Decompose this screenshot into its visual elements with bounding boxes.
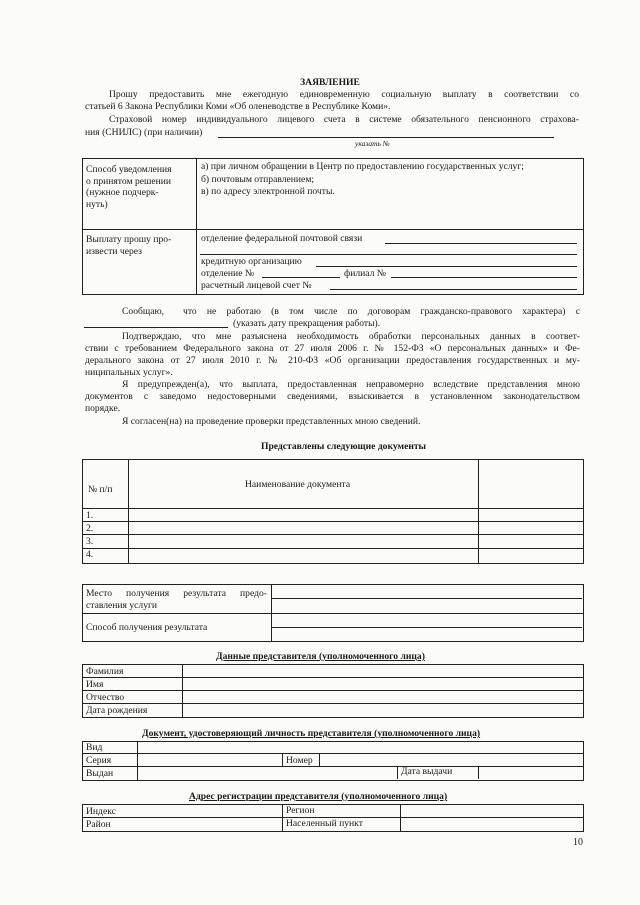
payout-account-field[interactable] — [330, 289, 577, 290]
payout-credit-field[interactable] — [316, 266, 577, 267]
docs-row-1: 1. — [86, 510, 94, 521]
warning-line-1: Я предупрежден(а), что выплата, предоставленная неправомерно вследствие представления мною — [122, 379, 580, 390]
docs-heading: Представлены следующие документы — [261, 441, 427, 452]
result-place-label-1: Место получения результата предо- — [86, 588, 267, 599]
iddoc-series-label: Серия — [86, 755, 112, 766]
consent-line-1: Подтверждаю, что мне разъяснена необходимость обработки персональных данных в соответ- — [122, 331, 580, 342]
address-index-label: Индекс — [86, 806, 116, 817]
rep-lastname-label: Фамилия — [86, 666, 124, 677]
docs-col-num: № п/п — [88, 484, 113, 495]
docs-col-name: Наименование документа — [245, 479, 351, 490]
payout-post-field[interactable] — [385, 243, 577, 244]
rep-firstname-label: Имя — [86, 679, 104, 690]
consent-line-3: дерального закона от 27 июля 2010 г. № 210-ФЗ «Об организации предоставления государственных и му- — [85, 355, 580, 366]
result-method-label: Способ получения результата — [86, 622, 208, 633]
notify-option-personal[interactable]: а) при личном обращении в Центр по предоставлению государственных услуг; — [201, 161, 524, 172]
docs-row-4: 4. — [86, 549, 94, 560]
iddoc-kind-label: Вид — [86, 742, 103, 753]
iddoc-number-label: Номер — [286, 755, 313, 766]
declare-not-working-a: Сообщаю, — [122, 306, 165, 317]
notify-option-post[interactable]: б) почтовым отправлением; — [201, 174, 315, 185]
iddoc-issue-date-label: Дата выдачи — [401, 766, 453, 777]
docs-row-2: 2. — [86, 523, 94, 534]
docs-row-3: 3. — [86, 536, 94, 547]
document-title: ЗАЯВЛЕНИЕ — [300, 77, 360, 88]
address-locality-label: Населенный пункт — [286, 818, 363, 829]
iddoc-issued-label: Выдан — [86, 768, 114, 779]
intro-line-2: статьей 6 Закона Республики Коми «Об оленеводстве в Республике Коми». — [85, 101, 391, 112]
rep-heading: Данные представителя (уполномоченного лица) — [216, 651, 425, 662]
payout-filial-label: филиал № — [344, 268, 386, 279]
rep-birthdate-label: Дата рождения — [86, 705, 148, 716]
work-end-date-field[interactable] — [84, 327, 228, 328]
address-region-label: Регион — [286, 805, 315, 816]
snils-field-line[interactable] — [218, 137, 554, 138]
payout-account-label: расчетный лицевой счет № — [201, 280, 312, 291]
work-end-date-hint: (указать дату прекращения работы). — [233, 318, 381, 329]
snils-label: ния (СНИЛС) (при наличии) — [85, 127, 203, 138]
declare-not-working-b: что не работаю (в том числе по договорам гражданско-правового характера) с — [183, 306, 580, 317]
address-district-label: Район — [86, 819, 111, 830]
iddoc-table — [82, 741, 584, 781]
intro-line-1: Прошу предоставить мне ежегодную единовременную социальную выплату в соответствии со — [109, 89, 579, 100]
result-place-label-2: ставления услуги — [86, 600, 158, 611]
payout-branch-label: отделение № — [201, 268, 254, 279]
agree-statement: Я согласен(на) на проведение проверки представленных мною сведений. — [122, 416, 421, 427]
iddoc-heading: Документ, удостоверяющий личность представителя (уполномоченного лица) — [142, 728, 481, 739]
warning-line-3: порядке. — [85, 403, 121, 414]
rep-table — [82, 664, 584, 718]
warning-line-2: документов с заведомо недостоверными сведениями, взыскивается в установленном законодательством — [85, 391, 580, 402]
payout-filial-field[interactable] — [391, 277, 577, 278]
payout-credit-label: кредитную организацию — [201, 256, 302, 267]
address-heading: Адрес регистрации представителя (уполномоченного лица) — [189, 791, 448, 802]
consent-line-4: ниципальных услуг». — [85, 367, 173, 378]
payout-post-label: отделение федеральной почтовой связи — [201, 233, 363, 244]
consent-line-2: ствии с требованием Федерального закона от 27 июля 2006 г. № 152-ФЗ «О персональных данных» и Фе- — [85, 343, 580, 354]
intro-line-3: Страховой номер индивидуального лицевого счета в системе обязательного пенсионного страхова- — [109, 114, 579, 125]
payout-branch-field[interactable] — [262, 277, 340, 278]
snils-hint: указать № — [355, 139, 390, 148]
rep-patronymic-label: Отчество — [86, 692, 125, 703]
page-number: 10 — [573, 837, 583, 848]
notify-option-email[interactable]: в) по адресу электронной почты. — [201, 186, 335, 197]
payout-label: Выплату прошу про- извести через — [86, 234, 172, 257]
notify-label: Способ уведомления о принятом решении (нужное подчерк- нуть) — [86, 164, 172, 210]
